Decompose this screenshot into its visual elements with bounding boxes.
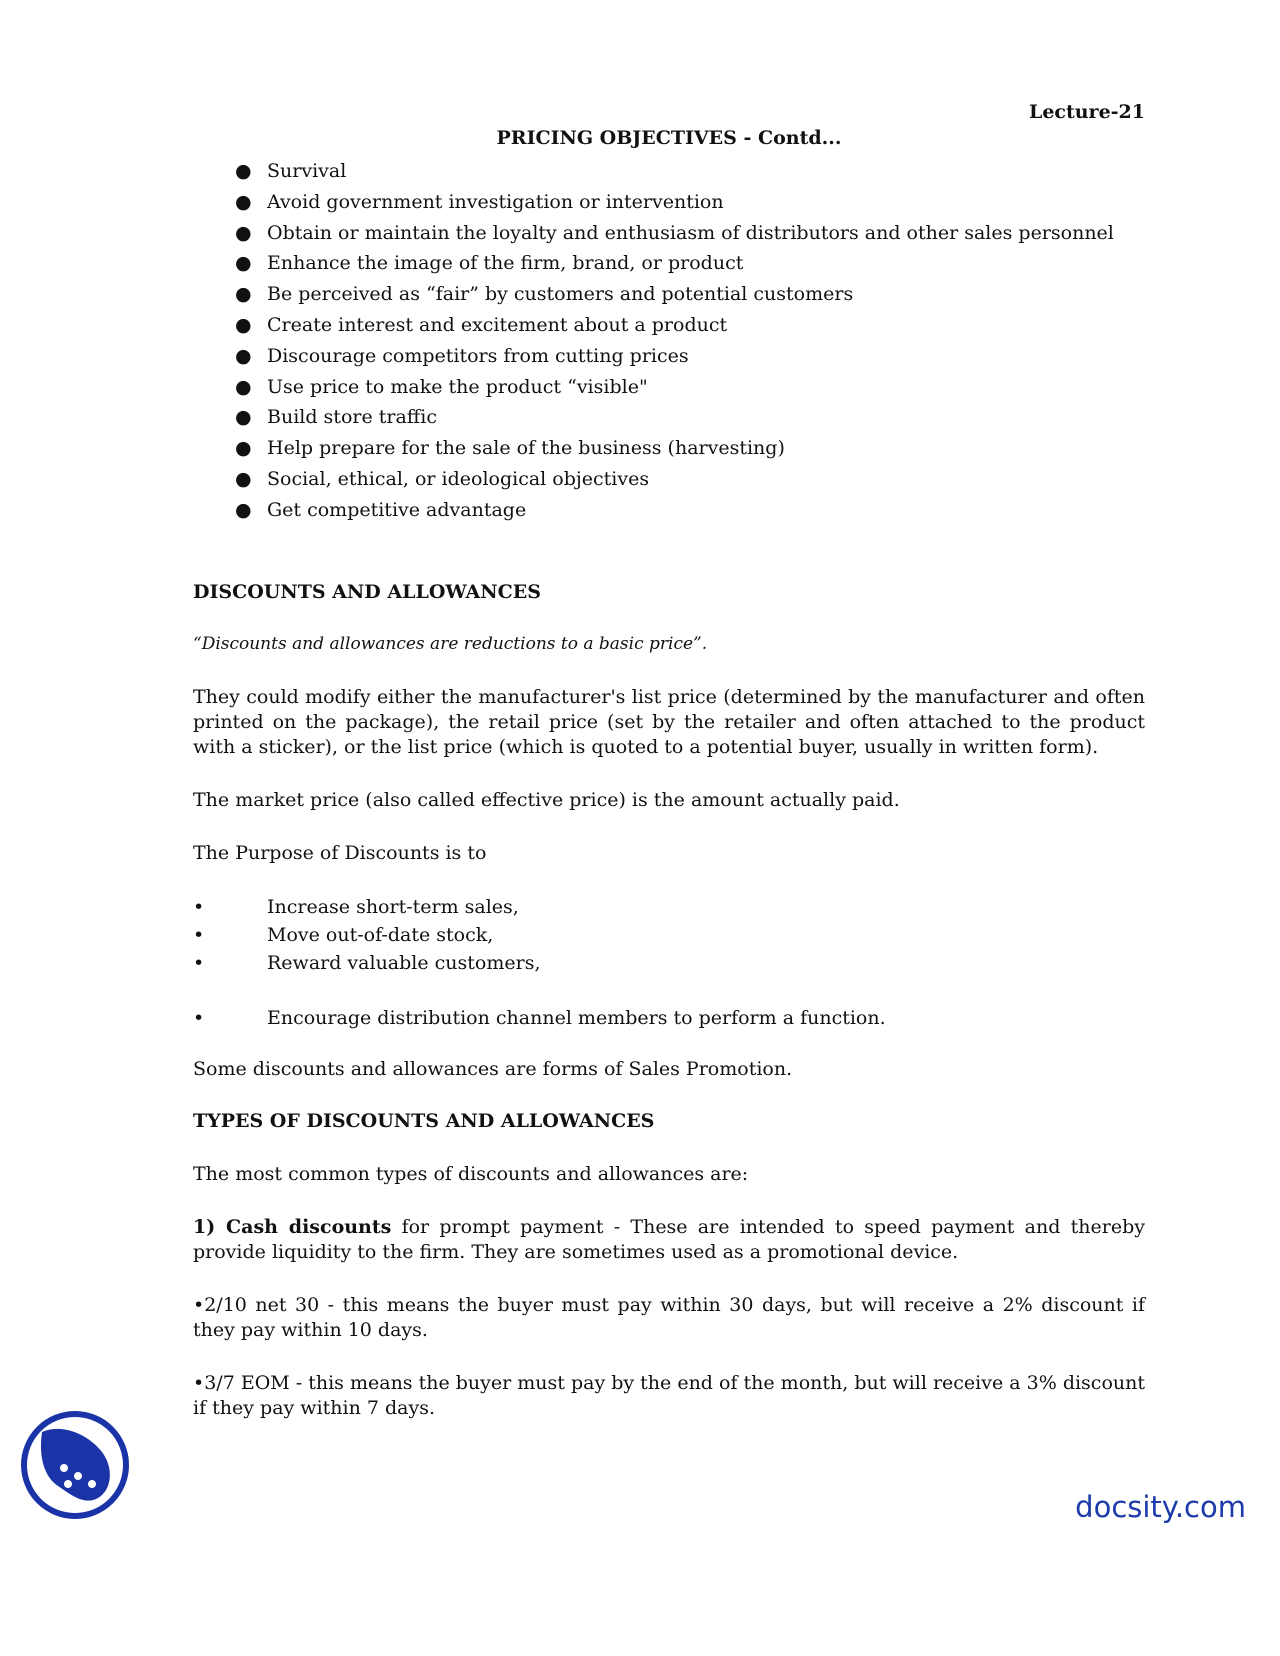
discounts-definition: “Discounts and allowances are reductions to a basic price”. — [193, 633, 708, 654]
list-item: ● Help prepare for the sale of the business (harvesting) — [235, 437, 785, 460]
page-title: PRICING OBJECTIVES - Contd... — [496, 127, 842, 149]
list-item: ● Discourage competitors from cutting prices — [235, 344, 689, 367]
list-item: ● Use price to make the product “visible" — [235, 375, 648, 398]
list-item: ● Create interest and excitement about a product — [235, 313, 728, 336]
list-item: • Reward valuable customers, — [193, 951, 541, 974]
list-item: • Encourage distribution channel members to perform a function. — [193, 1006, 886, 1029]
cash-discount-label: 1) Cash discounts — [193, 1215, 392, 1238]
types-heading: TYPES OF DISCOUNTS AND ALLOWANCES — [193, 1109, 655, 1132]
example-2-10-net-30: •2/10 net 30 - this means the buyer must pay within 30 days, but will receive a 2% discount if they pay within 10 days. — [193, 1293, 1145, 1341]
list-item: ● Social, ethical, or ideological objectives — [235, 467, 650, 490]
types-intro: The most common types of discounts and allowances are: — [193, 1162, 749, 1185]
example-3-7-eom: •3/7 EOM - this means the buyer must pay by the end of the month, but will receive a 3% discount if they pay within 7 days. — [193, 1371, 1145, 1419]
discounts-heading: DISCOUNTS AND ALLOWANCES — [193, 580, 541, 603]
list-item: ● Build store traffic — [235, 406, 438, 429]
discounts-paragraph-1: They could modify either the manufacturer's list price (determined by the manufacturer and often printed on the package), the retail price (set by the retailer and often attached to the product with a sticker), or the list price (which is quoted to a potential buyer, usually in written form). — [193, 685, 1145, 758]
discounts-paragraph-2: The market price (also called effective price) is the amount actually paid. — [193, 788, 900, 811]
list-item: ● Obtain or maintain the loyalty and enthusiasm of distributors and other sales personnel — [235, 221, 1114, 244]
list-item: ● Avoid government investigation or intervention — [235, 190, 724, 213]
cash-discount-paragraph: 1) Cash discounts for prompt payment - These are intended to speed payment and thereby provide liquidity to the firm. They are sometimes used as a promotional device. — [193, 1215, 1145, 1263]
list-item: ● Enhance the image of the firm, brand, or product — [235, 252, 744, 275]
list-item: • Increase short-term sales, — [193, 895, 519, 918]
list-item: ● Survival — [235, 160, 347, 182]
list-item: ● Get competitive advantage — [235, 498, 527, 521]
purpose-list — [193, 893, 1145, 1032]
document-page — [193, 100, 1145, 1421]
docsity-logo-icon — [20, 1410, 130, 1520]
discounts-closing: Some discounts and allowances are forms of Sales Promotion. — [193, 1057, 793, 1080]
list-item: • Move out-of-date stock, — [193, 923, 494, 946]
purpose-intro: The Purpose of Discounts is to — [193, 841, 487, 864]
objectives-list — [193, 156, 1145, 526]
docsity-brand[interactable]: docsity.com — [1075, 1490, 1246, 1524]
lecture-number: Lecture-21 — [1028, 101, 1145, 123]
list-item: ● Be perceived as “fair” by customers and potential customers — [235, 283, 854, 306]
